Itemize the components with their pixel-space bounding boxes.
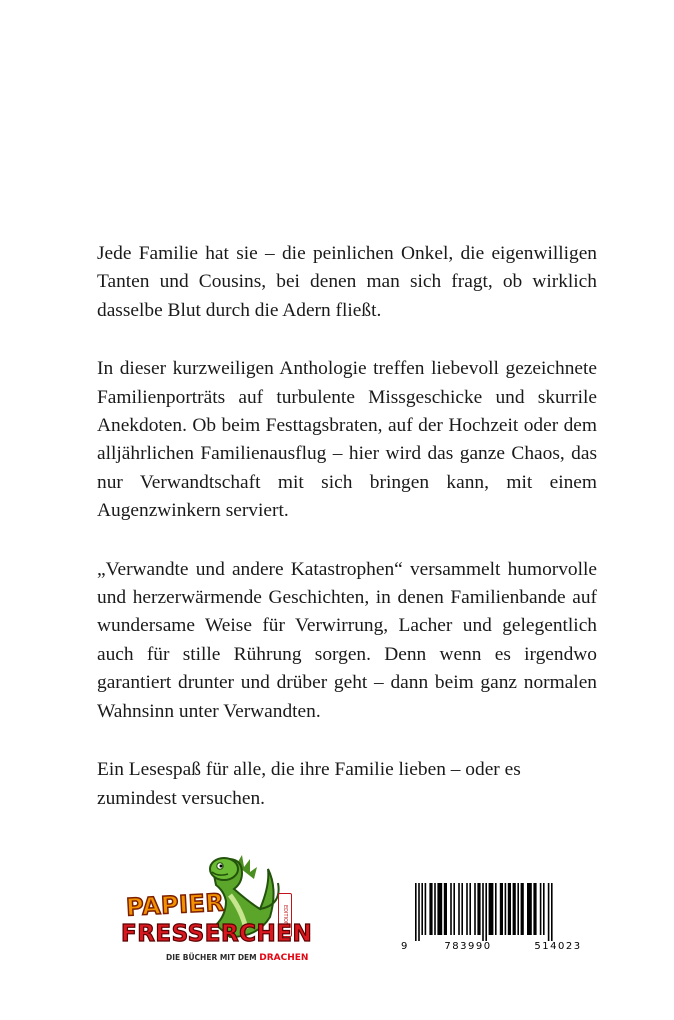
blurb-paragraph-1: Jede Familie hat sie – die peinlichen Onkel, die eigenwilligen Tanten und Cousins, bei denen man sich fragt, ob wirklich dasselbe Blut durch die Adern fließt. (97, 243, 597, 321)
barcode-bar (421, 883, 423, 935)
barcode-bar (434, 883, 436, 935)
barcode-bar (495, 883, 497, 935)
barcode-bar (548, 883, 550, 941)
barcode-bar (533, 883, 536, 935)
blurb-paragraph-4: Ein Lesespaß für alle, die ihre Familie lieben – oder es zumindest versuchen. (97, 759, 521, 809)
barcode-bar (489, 883, 494, 935)
barcode-right-group: 514023 (534, 941, 582, 952)
edition-badge: EDITION (278, 893, 292, 937)
barcode-bar (477, 883, 480, 935)
barcode-bar (418, 883, 420, 941)
barcode-bar (485, 883, 487, 941)
publisher-logo (118, 845, 313, 970)
barcode-bar (461, 883, 463, 935)
barcode-bar (540, 883, 542, 935)
publisher-slogan (166, 953, 308, 963)
blurb-paragraph-3: „Verwandte und andere Katastrophen“ versammelt humorvolle und herzerwärmende Geschichten, in denen Familienbande auf wundersame Weise für Verwirrung, Lacher und gelegentlich auch für stille Rührung sorgen. Denn wenn es irgendwo garantiert drunter und drüber geht – dann beim ganz normalen Wahnsinn unter Verwandten. (97, 558, 597, 722)
barcode-bar (450, 883, 452, 935)
barcode-bar (500, 883, 503, 935)
barcode-bar (474, 883, 476, 935)
barcode-bar (466, 883, 468, 935)
barcode-digits (401, 941, 591, 952)
barcode-bar (551, 883, 553, 941)
barcode-bar (517, 883, 519, 935)
barcode-bar (458, 883, 460, 935)
barcode-bar (437, 883, 442, 935)
barcode-bar (469, 883, 471, 935)
barcode-bar (508, 883, 511, 935)
barcode-bar (521, 883, 524, 935)
barcode-bar (444, 883, 447, 935)
slogan-prefix: DIE BÜCHER MIT DEM (166, 953, 257, 962)
slogan-highlight: DRACHEN (259, 953, 309, 963)
isbn-barcode (397, 880, 597, 960)
barcode-bar (425, 883, 427, 935)
barcode-bar (453, 883, 455, 935)
barcode-bar (505, 883, 507, 935)
publisher-name-line2: FRESSERCHEN (121, 921, 313, 947)
barcode-bar (429, 883, 432, 935)
barcode-left-group: 783990 (444, 941, 492, 952)
barcode-bars (409, 883, 587, 941)
back-cover-blurb (97, 240, 597, 843)
barcode-bar (543, 883, 545, 935)
barcode-bar (482, 883, 484, 941)
barcode-bar (513, 883, 516, 935)
barcode-bar (527, 883, 532, 935)
barcode-prefix-digit: 9 (401, 941, 408, 952)
barcode-bar (415, 883, 417, 941)
blurb-paragraph-2: In dieser kurzweiligen Anthologie treffen liebevoll gezeichnete Familienporträts auf turbulente Missgeschicke und skurrile Anekdoten. Ob beim Festtagsbraten, auf der Hochzeit oder dem alljährlichen Familienausflug – hier wird das ganze Chaos, das nur Verwandtschaft mit sich bringen kann, mit einem Augenzwinkern serviert. (97, 358, 597, 522)
publisher-name-line1: PAPIER (125, 888, 226, 922)
